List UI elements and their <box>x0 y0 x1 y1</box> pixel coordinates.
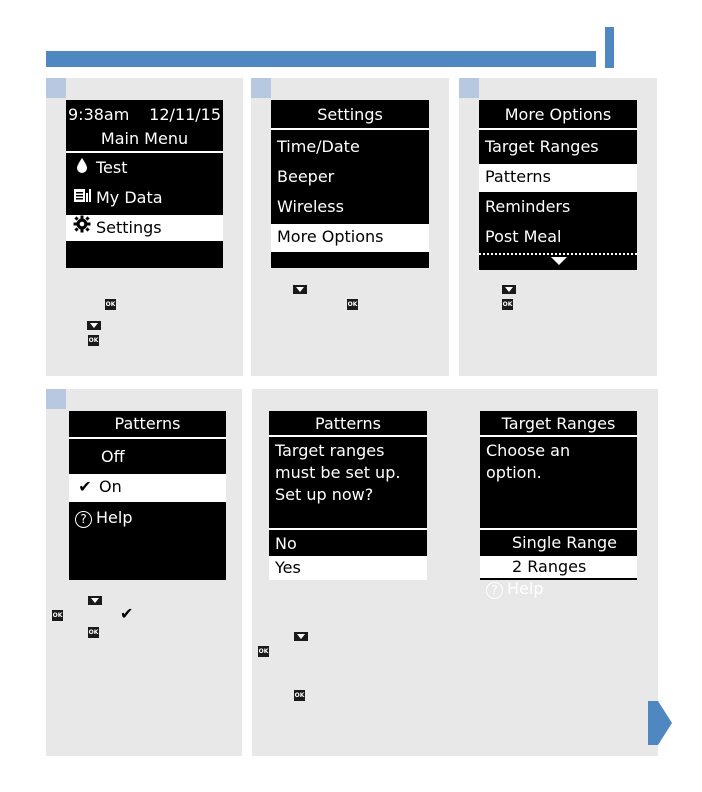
header-tab <box>605 27 614 68</box>
screen-title: Patterns <box>269 411 427 437</box>
ok-button-icon: OK <box>105 301 116 308</box>
option-off[interactable]: Off <box>101 447 125 466</box>
step-badge-1 <box>46 78 66 98</box>
scroll-down-arrow-icon <box>551 257 567 265</box>
option-single-range[interactable]: Single Range <box>512 533 617 552</box>
divider <box>269 528 427 530</box>
step-badge-4 <box>46 389 66 409</box>
down-button-icon <box>293 285 307 294</box>
menu-item-label: My Data <box>96 188 163 207</box>
menu-item-reminders[interactable]: Reminders <box>485 197 571 216</box>
menu-item-label: Test <box>96 158 128 177</box>
down-button-icon <box>294 632 308 641</box>
screen-title: Settings <box>271 102 429 130</box>
ok-button-icon: OK <box>347 301 358 308</box>
ok-button-icon: OK <box>52 612 63 619</box>
message-line: must be set up. <box>275 463 401 482</box>
menu-item-more-options[interactable]: More Options <box>271 224 429 252</box>
meter-screen-more-options <box>479 100 637 270</box>
option-no[interactable]: No <box>275 534 297 553</box>
step-panel-4 <box>46 389 242 756</box>
gear-icon <box>72 215 92 241</box>
step-panel-5 <box>252 389 658 756</box>
help-icon: ? <box>75 511 92 528</box>
down-button-icon <box>87 321 101 330</box>
menu-item-patterns[interactable]: Patterns <box>479 164 637 192</box>
message-line: Target ranges <box>275 441 385 460</box>
header-bar <box>46 51 596 67</box>
ok-button-icon: OK <box>258 648 269 655</box>
ok-button-icon: OK <box>502 301 513 308</box>
divider <box>480 528 637 530</box>
menu-item-my-data[interactable] <box>66 185 223 211</box>
checkmark-icon: ✔ <box>120 606 134 623</box>
message-line: Set up now? <box>275 485 374 504</box>
next-page-arrow-icon[interactable] <box>648 697 674 749</box>
ok-button-icon: OK <box>88 629 99 636</box>
data-icon <box>72 185 92 211</box>
message-line: option. <box>486 463 542 482</box>
menu-item-wireless[interactable]: Wireless <box>277 197 344 216</box>
menu-item-settings[interactable] <box>66 215 223 241</box>
step-badge-3 <box>459 78 479 98</box>
message-line: Choose an <box>486 441 571 460</box>
step-panel-3 <box>459 78 657 376</box>
screen-title: Target Ranges <box>480 411 637 437</box>
help-icon: ? <box>486 582 503 599</box>
scroll-divider <box>479 253 637 255</box>
drop-icon <box>72 155 92 181</box>
time-text: 9:38am <box>68 105 130 124</box>
step-panel-1 <box>46 78 243 376</box>
menu-item-label: Settings <box>96 218 162 237</box>
menu-item-time-date[interactable]: Time/Date <box>277 137 360 156</box>
menu-item-target-ranges[interactable]: Target Ranges <box>485 137 599 156</box>
option-yes[interactable]: Yes <box>269 556 427 580</box>
option-help[interactable] <box>69 505 226 531</box>
checkmark-icon: ✔ <box>78 477 92 496</box>
option-2-ranges[interactable]: 2 Ranges <box>480 556 637 578</box>
meter-screen-main-menu <box>66 100 223 268</box>
meter-screen-target-ranges <box>480 411 637 598</box>
step-badge-2 <box>251 78 271 98</box>
screen-title: More Options <box>479 102 637 130</box>
meter-screen-patterns-setup <box>269 411 427 580</box>
ok-button-icon: OK <box>88 337 99 344</box>
option-label: On <box>99 477 122 496</box>
option-help[interactable] <box>480 578 637 600</box>
step-panel-2 <box>251 78 449 376</box>
option-label: Help <box>507 579 544 598</box>
divider <box>66 151 223 153</box>
date-text: 12/11/15 <box>149 105 221 124</box>
menu-item-post-meal[interactable]: Post Meal <box>485 227 562 246</box>
meter-screen-settings <box>271 100 429 268</box>
meter-screen-patterns <box>69 411 226 580</box>
status-line <box>66 102 223 128</box>
screen-title: Main Menu <box>100 129 189 148</box>
ok-button-icon: OK <box>294 692 305 699</box>
menu-item-test[interactable] <box>66 155 223 181</box>
menu-item-beeper[interactable]: Beeper <box>277 167 335 186</box>
option-label: Help <box>96 508 133 527</box>
screen-title: Patterns <box>69 411 226 439</box>
option-on[interactable] <box>69 474 226 502</box>
down-button-icon <box>502 285 516 294</box>
down-button-icon <box>88 596 102 605</box>
